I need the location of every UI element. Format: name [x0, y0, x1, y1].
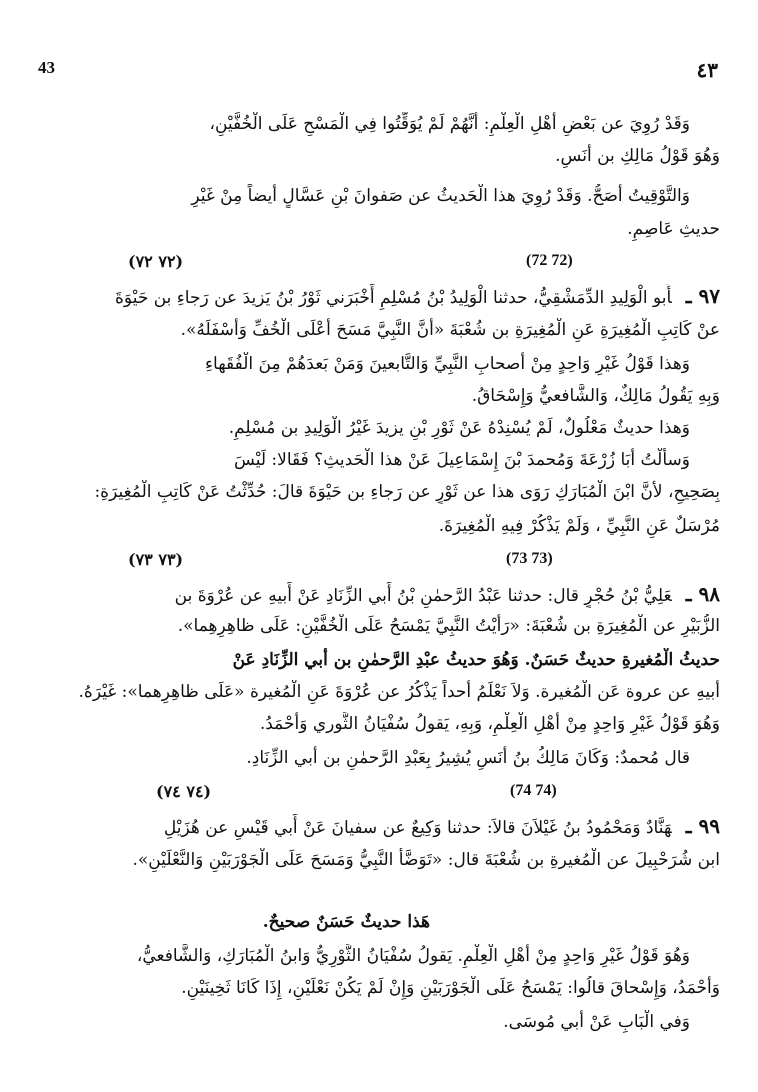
hadith-97-line: وَهذا قَوْلُ غَيْرِ وَاحِدٍ مِنْ أَصحابِ النَّبِيِّ وَالتَّابعينَ وَمَنْ بَعدَهُمْ مِنَ الْفُقَهاءِ: [205, 354, 690, 374]
hadith-97-line: بِصَحِيحٍ، لأَنَّ ابْنَ الْمُبَارَكِ رَوَى هذا عن ثَوْرٍ عن رَجاءِ بن حَيْوَةَ قالَ: حُدِّثْتُ عَنْ كَاتِبِ الْمُغِيرَةِ:: [94, 482, 720, 502]
text-line: وَقَدْ رُوِيَ عن بَعْضِ أَهْلِ الْعِلْمِ: أَنَّهُمْ لَمْ يُوَقِّتُوا فِي الْمَسْحِ عَلَى الْخُفَّيْنِ،: [209, 114, 690, 134]
ref-arabic: (٧٤ ٧٤): [156, 782, 212, 801]
hadith-99-grading: هَذا حديثٌ حَسَنٌ صحيحٌ.: [262, 912, 430, 932]
page-number-latin: 43: [38, 58, 55, 77]
hadith-99-line: وَهُوَ قَوْلُ غَيْرِ وَاحِدٍ مِنْ أَهْلِ الْعِلْمِ. يَقولُ سُفْيَانُ الثَّوْرِيُّ وَابنُ الْمُبَارَكِ، وَالشَّافعيُّ،: [136, 946, 690, 966]
hadith-number: ٩٩ ـ: [685, 814, 720, 838]
hadith-number: ٩٧ ـ: [685, 284, 720, 308]
ref-arabic: (٧٣ ٧٣): [128, 550, 184, 569]
hadith-number: ٩٨ ـ: [685, 582, 720, 606]
hadith-99-line: ٩٩ ـهَنَّادٌ وَمَحْمُودُ بنُ غَيْلاَنَ قالاَ: حدثنا وَكِيعٌ عن سفيانَ عَنْ أَبي قَيْسٍ عن هُزَيْلِ: [163, 814, 720, 838]
hadith-98-line: أَبيهِ عن عروة عَن الْمُغيرة. وَلاَ نَعْلَمُ أَحداً يَذْكُرُ عن عُرْوَةَ عَنِ الْمُغيرة «عَلَى ظاهِرِهما»: غَيْرَهُ.: [78, 682, 720, 702]
hadith-99-line: ابن شُرَحْبِيلَ عن الْمُغيرةِ بن شُعْبَةَ قال: «تَوَضَّأَ النَّبِيُّ وَمَسَحَ عَلَى الْجَوْرَبَيْنِ وَالنَّعْلَيْنِ».: [132, 850, 720, 870]
ref-arabic: (٧٢ ٧٢): [128, 252, 184, 271]
ref-latin: (72 72): [526, 252, 573, 269]
hadith-99-line: وَأَحْمَدُ، وَإِسْحاقَ قالُوا: يَمْسَحُ عَلَى الْجَوْرَبَيْنِ وَإِنْ لَمْ يَكُنْ نَعْلَيْنِ، إِذَا كَانَا ثَخِينَيْنِ.: [181, 978, 720, 998]
ref-latin: (73 73): [506, 550, 553, 567]
text-line: وَهُوَ قَوْلُ مَالِكِ بن أَنَسٍ.: [555, 146, 720, 166]
hadith-98-line: وَهُوَ قَوْلُ غَيْرِ وَاحِدٍ مِنْ أَهْلِ الْعِلْمِ، وَبِهِ، يَقولُ سُفْيَانُ الثَّوري وَأَحْمَدُ.: [259, 714, 720, 734]
hadith-97-line: وَسأَلْتُ أَبَا زُرْعَةَ وَمُحمدَ بْنَ إِسْمَاعِيلَ عَنْ هذا الْحَديثِ؟ فَقَالا: لَيْسَ: [234, 450, 690, 470]
hadith-98-line: الزُّبَيْرِ عن الْمُغِيرَةِ بن شُعْبَةَ: «رَأَيْتُ النَّبِيَّ يَمْسَحُ عَلَى الْخُفَّيْنِ: عَلَى ظاهِرِهِما».: [177, 616, 720, 636]
page-number-arabic: ٤٣: [696, 58, 718, 82]
hadith-97-line: ٩٧ ـأَبو الْوَلِيدِ الدِّمَشْقِيُّ، حدثنا الْوَلِيدُ بْنُ مُسْلِمٍ أَخْبَرَني ثَوْرُ بْنُ يَزيدَ عن رَجاءِ بن حَيْوَةَ: [115, 284, 720, 308]
text-line: حديثِ عَاصِمٍ.: [627, 219, 720, 239]
hadith-98-line: قال مُحمدٌ: وَكَانَ مَالِكُ بنُ أَنَسٍ يُشِيرُ بِعَبْدِ الرَّحمٰنِ بن أَبي الزِّنَادِ.: [246, 748, 690, 768]
text-line: وَالتَّوْقِيتُ أَصَحُّ. وَقَدْ رُوِيَ هذا الْحَديثُ عن صَفوانَ بْنِ عَسَّالٍ أَيضاً مِنْ غَيْرِ: [191, 186, 690, 206]
hadith-99-line: وَفي الْبَابِ عَنْ أَبي مُوسَى.: [503, 1012, 690, 1032]
hadith-98-line: حديثُ الْمُغيرةِ حديثٌ حَسَنٌ. وَهُوَ حديثُ عبْدِ الرَّحمٰنِ بن أبي الزِّنَادِ عَنْ: [232, 650, 720, 670]
hadith-97-line: عنْ كَاتِبِ الْمُغِيرَةِ عَنِ الْمُغِيرَةِ بن شُعْبَةَ «أَنَّ النَّبِيَّ مَسَحَ أَعْلَى الْخُفِّ وَأَسْفَلَهُ».: [180, 320, 720, 340]
hadith-97-line: وَهذا حديثٌ مَعْلُولٌ، لَمْ يُسْنِدْهُ عَنْ ثَوْرِ بْنِ يزيدَ غَيْرُ الْوَلِيدِ بن مُسْلِمٍ.: [228, 418, 690, 438]
hadith-97-line: مُرْسَلٌ عَنِ النَّبِيِّ ، وَلَمْ يَذْكُرْ فِيهِ الْمُغِيرَةَ.: [438, 516, 720, 536]
hadith-97-line: وَبِهِ يَقُولُ مَالِكٌ، وَالشَّافعيُّ وَإِسْحَاقُ.: [471, 386, 720, 406]
ref-latin: (74 74): [510, 782, 557, 799]
hadith-98-line: ٩٨ ـعَلِيُّ بْنُ حُجْرٍ قال: حدثنا عَبْدُ الرَّحمٰنِ بْنُ أَبي الزِّنَادِ عَنْ أَبيهِ عن عُرْوَةَ بن: [174, 582, 720, 606]
